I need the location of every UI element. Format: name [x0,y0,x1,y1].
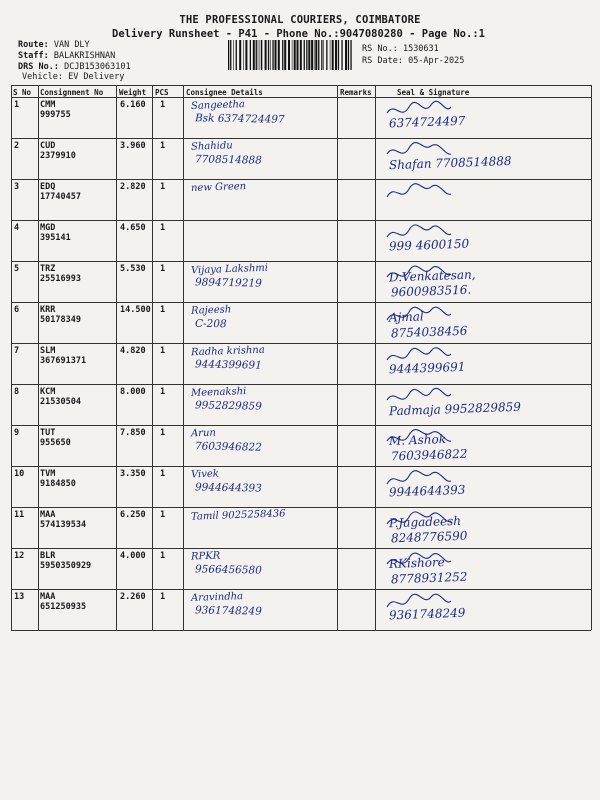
weight-value: 8.000 [120,387,146,397]
rs-no-value: 1530631 [402,44,439,54]
row-sno: 1 [14,100,20,110]
consignee-handwriting: Meenakshi [190,386,247,399]
col-remarks-header: Remarks [340,88,372,97]
pcs-count: 1 [160,551,166,561]
consignee-handwriting: 9444399691 [194,358,262,372]
row-sno: 3 [14,182,20,192]
consignment-number: CMM 999755 [40,100,71,120]
consignee-handwriting: 9894719219 [194,276,262,290]
seal-handwriting: 9944644393 [388,482,466,500]
row-divider [11,179,591,180]
consignment-number: KCM 21530504 [40,387,81,407]
consignee-handwriting: Arun [190,427,217,440]
pcs-count: 1 [160,305,166,315]
row-divider [11,261,591,262]
seal-handwriting: 9600983516. [390,282,472,300]
consignee-handwriting: new Green [190,181,247,194]
consignee-handwriting: C-208 [194,317,227,331]
pcs-count: 1 [160,264,166,274]
seal-handwriting: 7603946822 [390,446,468,464]
staff-value: BALAKRISHNAN [53,51,116,61]
row-sno: 6 [14,305,20,315]
seal-handwriting: P.Jagadeesh [388,513,462,531]
row-divider [11,548,591,549]
row-sno: 8 [14,387,20,397]
pcs-count: 1 [160,223,166,233]
row-divider [11,138,591,139]
weight-value: 3.350 [120,469,146,479]
barcode-image [228,40,354,70]
consignee-handwriting: Rajeesh [190,304,232,317]
consignment-number: TVM 9184850 [40,469,76,489]
consignee-handwriting: Tamil 9025258436 [190,508,286,523]
consignee-handwriting: Bsk 6374724497 [194,112,285,126]
pcs-count: 1 [160,510,166,520]
col-consignee-header: Consignee Details [186,88,263,97]
consignee-handwriting: 7603946822 [194,440,262,454]
row-divider [11,507,591,508]
row-divider [11,302,591,303]
seal-handwriting: RKishore [388,555,446,571]
row-sno: 12 [14,551,25,561]
row-divider [11,425,591,426]
seal-handwriting: Padmaja 9952829859 [388,399,522,419]
pcs-count: 1 [160,141,166,151]
seal-handwriting: M. Ashok [388,432,447,448]
rs-date-line: RS Date: 05-Apr-2025 [362,56,465,66]
col-sno-header: S No [13,88,32,97]
seal-handwriting: Shafan 7708514888 [388,153,512,173]
consignee-handwriting: Sangeetha [190,99,246,112]
weight-value: 4.820 [120,346,146,356]
weight-value: 7.850 [120,428,146,438]
rs-date-value: 05-Apr-2025 [408,56,465,66]
pcs-count: 1 [160,100,166,110]
consignee-handwriting: Vivek [190,468,220,481]
row-divider [11,384,591,385]
pcs-count: 1 [160,592,166,602]
consignment-number: KRR 50178349 [40,305,81,325]
row-divider [11,343,591,344]
weight-value: 6.250 [120,510,146,520]
pcs-count: 1 [160,182,166,192]
runsheet-subtitle: Delivery Runsheet - P41 - Phone No.:9047080280 - Page No.:1 [112,28,485,40]
seal-handwriting: 999 4600150 [388,236,470,254]
consignment-number: SLM 367691371 [40,346,87,366]
consignee-handwriting: 9566456580 [194,563,262,577]
seal-handwriting: D.Venkatesan, [388,267,476,285]
consignee-handwriting: Radha krishna [190,344,265,359]
consignee-handwriting: Vijaya Lakshmi [190,262,269,277]
weight-value: 5.530 [120,264,146,274]
row-sno: 2 [14,141,20,151]
signature-scribble [385,181,455,205]
consignee-handwriting: Shahidu [190,140,233,153]
column-divider [591,85,592,630]
row-divider [11,589,591,590]
vehicle-value: EV Delivery [68,72,125,82]
consignment-number: CUD 2379910 [40,141,76,161]
row-sno: 13 [14,592,25,602]
consignee-handwriting: 9361748249 [194,604,262,618]
col-pcs-header: PCS [155,88,169,97]
seal-handwriting: Ajmal [388,309,424,325]
row-sno: 10 [14,469,25,479]
consignment-number: BLR 5950350929 [40,551,92,571]
drs-line: DRS No.: DCJB153063101 [18,62,131,72]
row-sno: 9 [14,428,20,438]
consignment-number: EDQ 17740457 [40,182,81,202]
weight-value: 2.820 [120,182,146,192]
row-divider [11,466,591,467]
col-weight-header: Weight [119,88,147,97]
route-value: VAN DLY [53,40,90,50]
pcs-count: 1 [160,469,166,479]
consignment-number: MAA 574139534 [40,510,87,530]
row-sno: 4 [14,223,20,233]
seal-handwriting: 9444399691 [388,359,466,377]
company-name: THE PROFESSIONAL COURIERS, COIMBATORE [179,14,421,26]
consignment-number: MAA 651250935 [40,592,87,612]
consignment-number: TUT 955650 [40,428,71,448]
weight-value: 6.160 [120,100,146,110]
pcs-count: 1 [160,346,166,356]
consignee-handwriting: 7708514888 [194,153,262,167]
col-seal-header: Seal & Signature [397,88,470,97]
weight-value: 3.960 [120,141,146,151]
seal-handwriting: 6374724497 [388,113,466,131]
seal-handwriting: 8778931252 [390,569,468,587]
row-divider [11,220,591,221]
weight-value: 4.000 [120,551,146,561]
seal-handwriting: 8754038456 [390,323,468,341]
weight-value: 2.260 [120,592,146,602]
consignment-number: MGD 395141 [40,223,71,243]
vehicle-line: Vehicle: EV Delivery [22,72,125,82]
weight-value: 14.500 [120,305,151,315]
rs-no-line: RS No.: 1530631 [362,44,439,54]
drs-value: DCJB153063101 [64,62,131,72]
seal-handwriting: 9361748249 [388,605,466,623]
header-bottom-border [11,97,591,98]
row-sno: 7 [14,346,20,356]
weight-value: 4.650 [120,223,146,233]
table-top-border [11,85,591,86]
row-sno: 11 [14,510,25,520]
pcs-count: 1 [160,428,166,438]
row-sno: 5 [14,264,20,274]
route-line: Route: VAN DLY [18,40,90,50]
consignment-number: TRZ 25516993 [40,264,81,284]
seal-handwriting: 8248776590 [390,528,468,546]
consignee-handwriting: 9944644393 [194,481,262,495]
pcs-count: 1 [160,387,166,397]
consignee-handwriting: RPKR [190,550,221,563]
staff-line: Staff: BALAKRISHNAN [18,51,116,61]
consignee-handwriting: Aravindha [190,591,244,604]
col-consignment-header: Consignment No [40,88,104,97]
row-divider [11,630,591,631]
consignee-handwriting: 9952829859 [194,399,262,413]
